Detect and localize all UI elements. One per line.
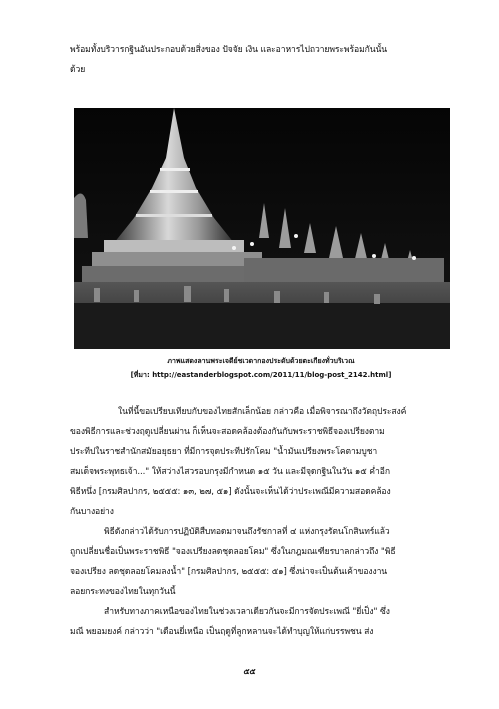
text-line: พิธีดังกล่าวได้รับการปฏิบัติสืบทอดมาจนถึงรัชกาลที่ ๔ แห่งกรุงรัตนโกสินทร์แล้ว [104, 527, 390, 537]
text-line: ลอยกระทงของไทยในทุกวันนี้ [70, 587, 176, 597]
text-line: ประทีปในราชสำนักสมัยอยุธยา ที่มีการจุดประทีปรักโคม "น้ำมันเปรียงพระโคตามบูชา [70, 447, 378, 457]
paragraph-3 [70, 602, 452, 642]
text-line: ของพิธีการและช่วงฤดูเปลี่ยนผ่าน ก็เห็นจะสอดคล้องต้องกันกับพระราชพิธีจองเปรียงตาม [70, 427, 385, 437]
paragraph-1 [70, 402, 452, 522]
figure-source: [ที่มา: http://eastanderblogspot.com/2011/11/blog-post_2142.html] [130, 371, 392, 379]
text-line: สมเด็จพระพุทธเจ้า..." ให้สว่างไสวรอบกรุงมีกำหนด ๑๕ วัน และมีจุดกฐินในวัน ๑๕ ค่ำอีก [70, 467, 390, 477]
text-line: ด้วย [70, 65, 86, 75]
text-line: สำหรับทางภาคเหนือของไทยในช่วงเวลาเดียวกันจะมีการจัดประเพณี "ยี่เป็ง" ซึ่ง [104, 607, 390, 617]
shwedagon-pagoda-photo [74, 108, 450, 349]
paragraph-2 [70, 522, 452, 602]
page-number: ๕๕ [243, 667, 256, 676]
text-line: จองเปรียง ลดชุดลอยโคมลงน้ำ" [กรมศิลปากร, ๒๕๕๕: ๕๑] ซึ่งน่าจะเป็นต้นเค้าของงาน [70, 567, 388, 577]
intro-paragraph [70, 40, 452, 80]
text-line: พร้อมทั้งบริวารกฐินอันประกอบด้วยสิ่งของ ปัจจัย เงิน และอาหารไปถวายพระพร้อมกันนั้น [70, 45, 388, 55]
body-text [70, 402, 452, 642]
figure-caption: ภาพแสดงลานพระเจดีย์ชเวดากองประดับด้วยตะเกียงทั่วบริเวณ [167, 357, 355, 365]
text-line: ถูกเปลี่ยนชื่อเป็นพระราชพิธี "จองเปรียงลดชุดลอยโคม" ซึ่งในกฎมณเฑียรบาลกล่าวถึง "พิธี [70, 547, 396, 557]
text-line: มณี พยอมยงค์ กล่าวว่า "เดือนยี่เหนือ เป็นฤดูที่ลูกหลานจะได้ทำบุญให้แก่บรรพชน ส่ง [70, 627, 374, 637]
text-line: กันบางอย่าง [70, 507, 114, 517]
text-line: พิธีหนึ่ง [กรมศิลปากร, ๒๕๕๕: ๑๓, ๒๗, ๕๑] ดังนั้นจะเห็นได้ว่าประเพณีมีความสอดคล้อง [70, 487, 391, 497]
text-line: ในที่นี้ขอเปรียบเทียบกับของไทยสักเล็กน้อย กล่าวคือ เมื่อพิจารณาถึงวัตถุประสงค์ [118, 407, 407, 417]
